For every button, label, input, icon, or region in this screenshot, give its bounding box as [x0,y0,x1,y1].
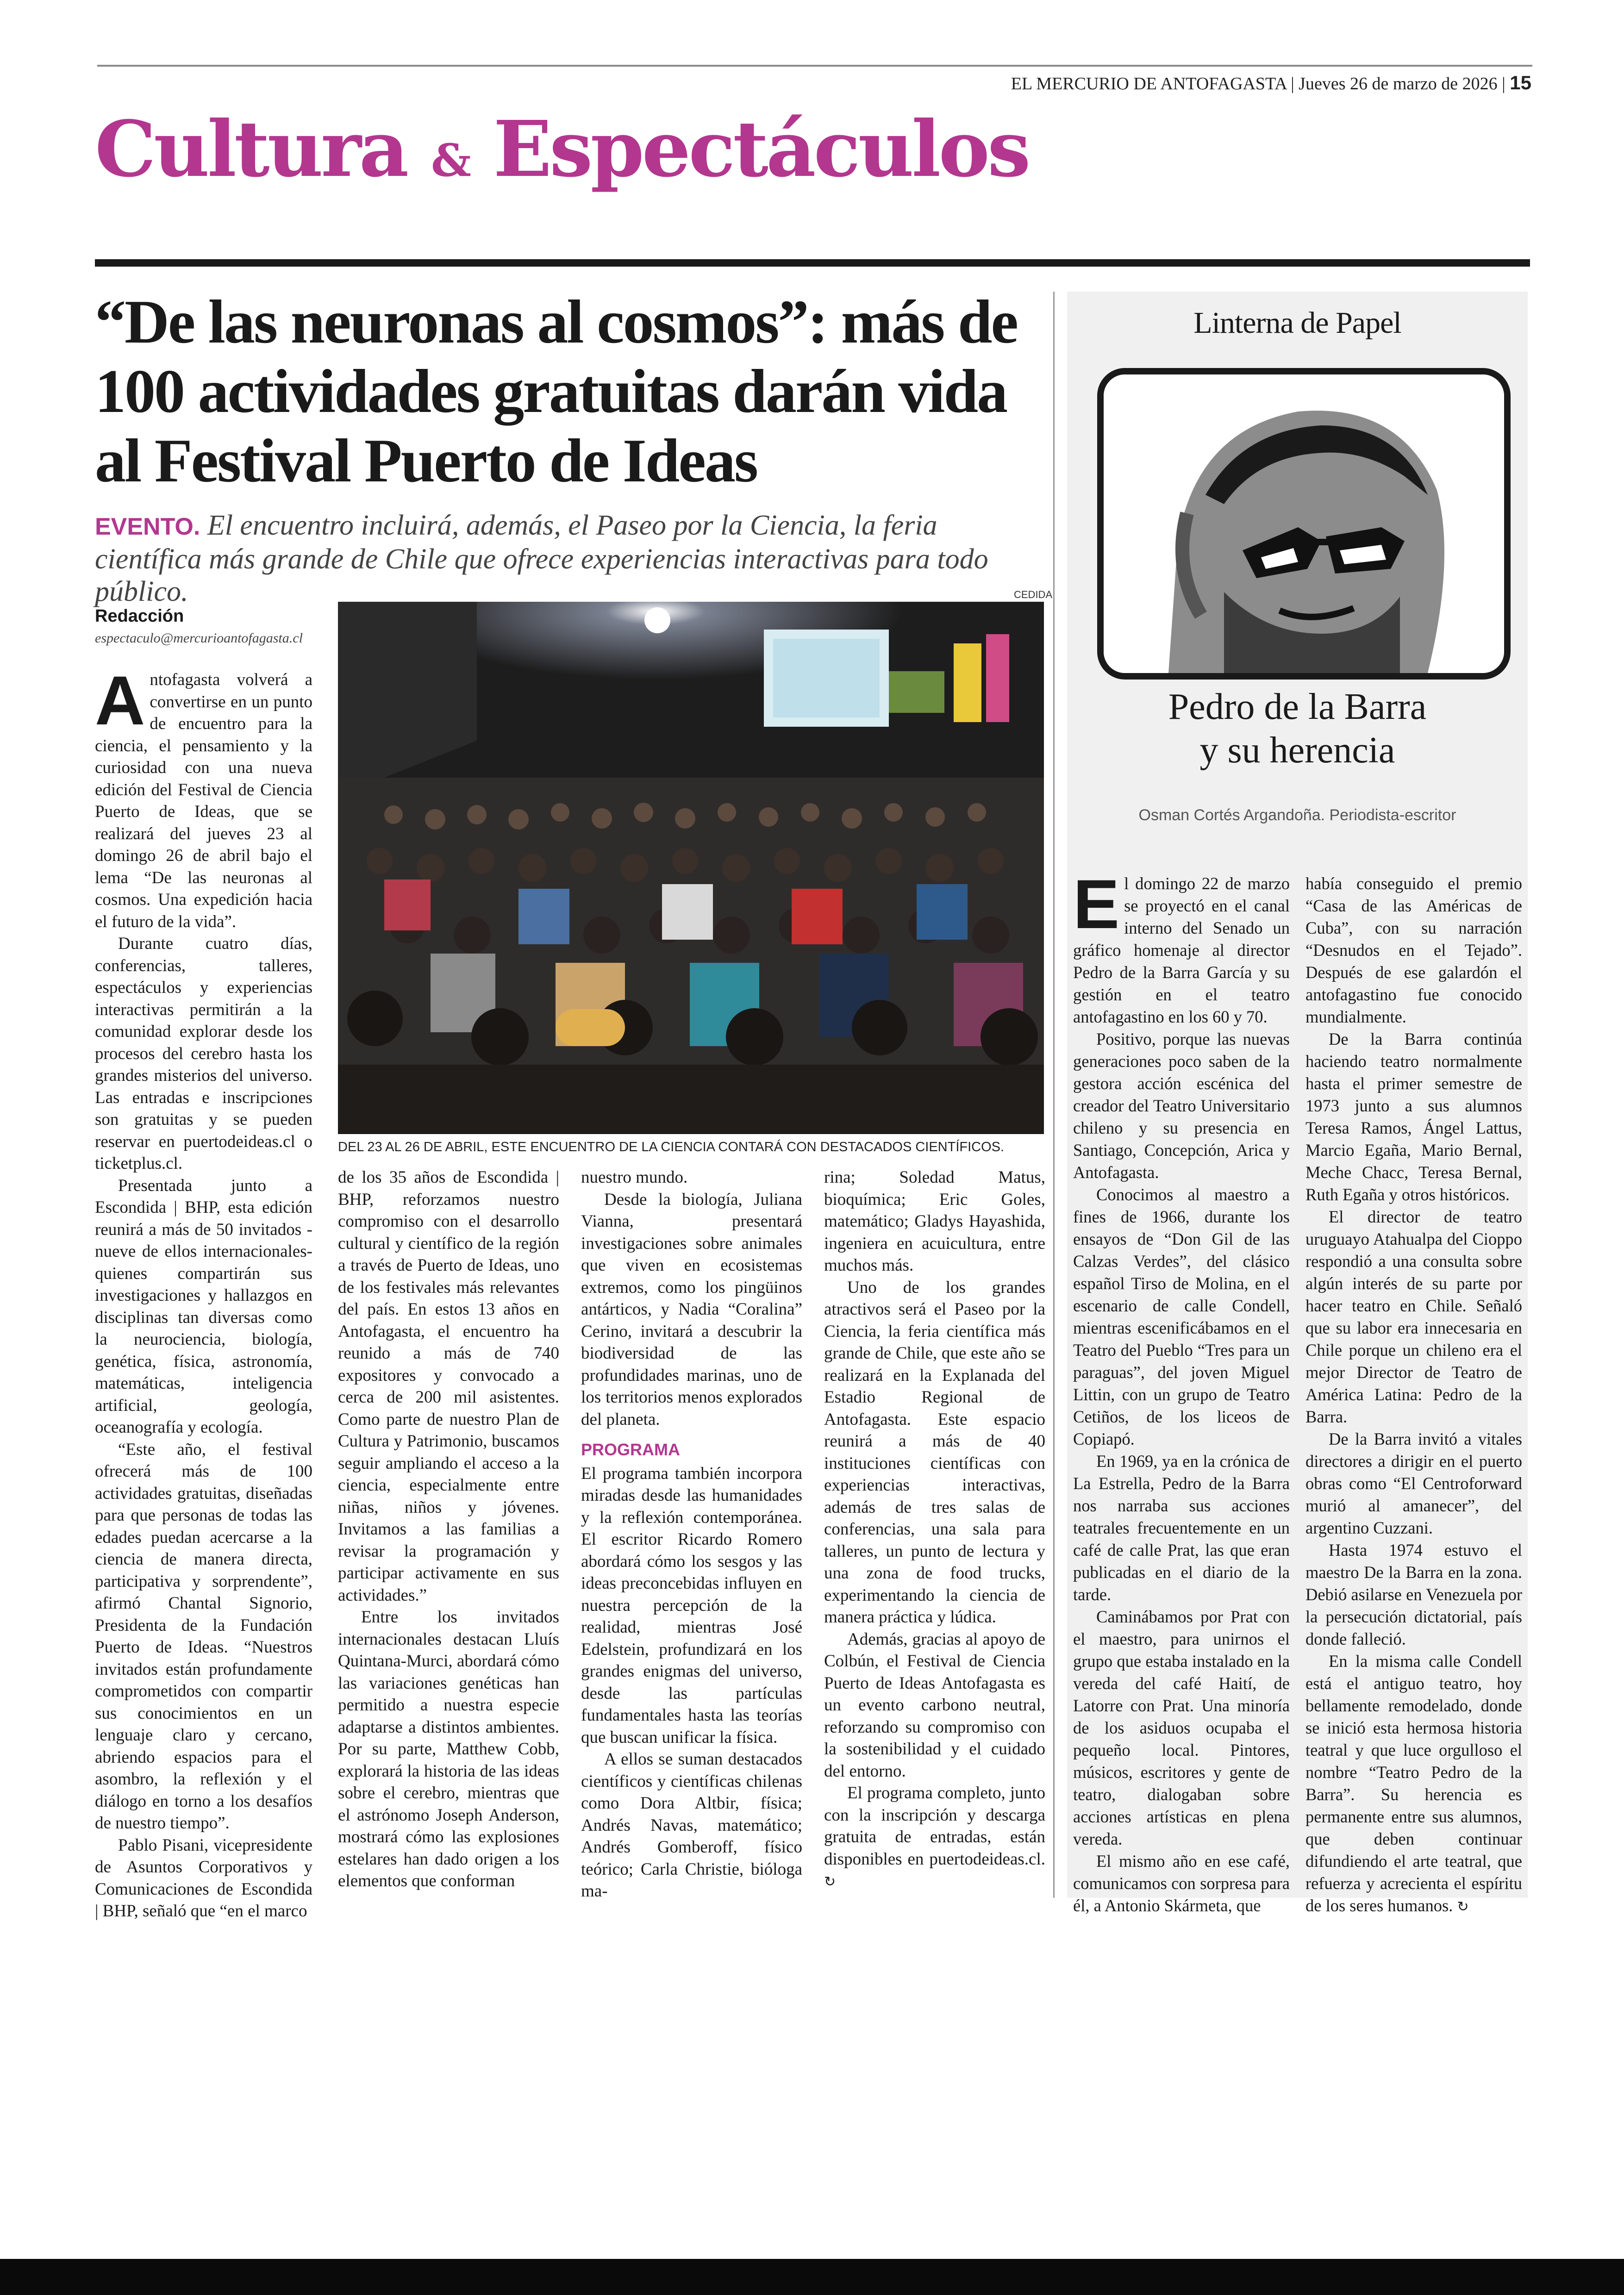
article-lead [95,509,1049,608]
end-mark-icon: ↻ [824,1874,836,1890]
paragraph: “Este año, el festival ofrecerá más de 100 actividades gratuitas, diseñadas para que personas de todas las edades puedan acercarse a la ciencia de manera directa, participativa y sorprendente”, afirmó Chantal Signorio, Presidenta de la Fundación Puerto de Ideas. “Nuestros invitados están profundamente comprometidos con compartir sus conocimientos en un lenguaje claro y cercano, abriendo espacios para el asombro, la reflexión y el diálogo en torno a los desafíos de nuestro tiempo”. [95,1440,312,1833]
page-number: 15 [1510,72,1531,94]
top-rule [97,65,1532,67]
photo-credit: CEDIDA [1014,589,1053,600]
section-title-word-2: Espectáculos [493,104,1029,194]
paragraph: Además, gracias al apoyo de Colbún, el Festival de Ciencia Puerto de Ideas Antofagasta es un evento carbono neutral, reforzando su compromiso con la sostenibilidad y el cuidado del entorno. [824,1629,1045,1781]
paragraph: De la Barra invitó a vitales directores a dirigir en el puerto obras como “El Centroforward murió al amanecer”, del argentino Cuzzani. [1305,1429,1522,1537]
audience-photo-illustration [338,602,1044,1134]
opinion-section-name: Linterna de Papel [1193,306,1401,340]
section-title-word-1: Cultura [95,104,407,194]
paragraph: Positivo, porque las nuevas generaciones poco saben de la gestora acción escénica del creador del Teatro Universitario chileno y su presencia en Santiago, Concepción, Arica y Antofagasta. [1073,1029,1290,1182]
article-column-3 [581,1166,802,1902]
opinion-author: Osman Cortés Argandoña. Periodista-escritor [1138,806,1456,824]
paragraph: nuestro mundo. [581,1168,688,1187]
drop-cap: E [1073,865,1120,943]
publication-name: EL MERCURIO DE ANTOFAGASTA [1011,74,1287,94]
paragraph: ntofagasta volverá a convertirse en un punto de encuentro para la ciencia, el pensamiento y la curiosidad con una nueva edición del Festival de Ciencia Puerto de Ideas, que se realizará del jueves 23 al domingo 26 de abril bajo el lema “De las neuronas al cosmos. Una expedición hacia el futuro de la vida”. [95,670,312,931]
paragraph: El mismo año en ese café, comunicamos con sorpresa para él, a Antonio Skármeta, que [1073,1852,1290,1915]
paragraph: A ellos se suman destacados científicos y científicas chilenas como Dora Altbir, física; Andrés Navas, matemático; Andrés Gomberoff, físico teórico; Carla Christie, bióloga ma- [581,1750,802,1901]
masthead: EL MERCURIO DE ANTOFAGASTA | Jueves 26 de marzo de 2026 | 15 [1011,72,1531,94]
paragraph: En 1969, ya en la crónica de La Estrella, Pedro de la Barra nos narraba sus acciones teatrales frecuentemente en un café de calle Prat, las que eran publicadas en el diario de la tarde. [1073,1452,1290,1604]
article-column-4 [824,1166,1045,1893]
paragraph: l domingo 22 de marzo se proyectó en el canal interno del Senado un gráfico homenaje al director Pedro de la Barra García y su gestión en el teatro antofagastino en los 60 y 70. [1073,874,1290,1026]
paragraph: rina; Soledad Matus, bioquímica; Eric Goles, matemático; Gladys Hayashida, ingeniera en acuicultura, entre muchos más. [824,1168,1045,1275]
paragraph: de los 35 años de Escondida | BHP, reforzamos nuestro compromiso con el desarrollo cultural y científico de la región a través de Puerto de Ideas, uno de los festivales más relevantes del país. En estos 13 años en Antofagasta, el encuentro ha reunido a más de 740 expositores y convocado a cerca de 200 mil asistentes. Como parte de nuestro Plan de Cultura y Patrimonio, buscamos seguir ampliando el acceso a la ciencia, especialmente entre niñas, niños y jóvenes. Invitamos a las familias a revisar la programación y participar activamente en sus actividades.” [338,1168,559,1605]
paragraph: Conocimos al maestro a fines de 1966, durante los ensayos de “Don Gil de las Calzas Verdes”, del clásico español Tirso de Molina, en el escenario de calle Condell, mientras escenificábamos en el Teatro del Pueblo “Tres para un paraguas”, del joven Miguel Littin, con un grupo de Teatro Cetiños, de los liceos de Copiapó. [1073,1185,1290,1448]
portrait-illustration-graphic [1104,374,1504,673]
paragraph: Entre los invitados internacionales destacan Lluís Quintana-Murci, abordará cómo las variaciones genéticas han permitido a nuestra especie adaptarse a distintos ambientes. Por su parte, Matthew Cobb, explorará la historia de las ideas sobre el cerebro, mientras que el astrónomo Joseph Anderson, mostrará cómo las explosiones estelares han dado origen a los elementos que conforman [338,1608,559,1890]
opinion-headline-line-2: y su herencia [1199,730,1395,771]
paragraph: El director de teatro uruguayo Atahualpa del Cioppo respondió a una consulta sobre algún interés de su parte por hacer teatro en Chile. Señaló que su labor era innecesaria en Chile porque un chileno era el mejor Director de Teatro de América Latina: Pedro de la Barra. [1305,1207,1522,1426]
byline: Redacción [95,606,184,626]
lead-text: El encuentro incluirá, además, el Paseo por la Ciencia, la feria científica más grande de Chile que ofrece experiencias interactivas para todo público. [95,510,988,607]
paragraph: De la Barra continúa haciendo teatro normalmente hasta el primer semestre de 1973 junto a sus alumnos Teresa Ramos, Ángel Lattus, Marcio Egaña, Mario Bernal, Meche Chacc, Teresa Bernal, Ruth Egaña y otros históricos. [1305,1029,1522,1204]
section-rule [95,259,1530,267]
paragraph: El programa completo, junto con la inscripción y descarga gratuita de entradas, están disponibles en puertodeideas.cl. [824,1784,1045,1869]
section-title-amp: & [431,134,469,187]
paragraph: Caminábamos por Prat con el maestro, para unirnos el grupo que estaba instalado en la vereda del café Haití, de Latorre con Prat. Una minoría de los asiduos ocupaba el pequeño local. Pintores, músicos, escritores y gente de teatro, dialogaban sobre acciones artísticas en plena vereda. [1073,1607,1290,1848]
opinion-column-1 [1073,865,1290,1917]
column-divider [1053,292,1055,1898]
section-title [95,104,1029,194]
paragraph: En la misma calle Condell está el antiguo teatro, hoy bellamente remodelado, donde se inició esta hermosa historia teatral y que luce orgulloso el nombre “Teatro Pedro de la Barra”. Su herencia es permanente entre sus alumnos, que deben continuar difundiendo el arte teatral, que refuerza y acrecienta el espíritu de los seres humanos. [1305,1652,1522,1915]
bottom-bar [0,2259,1624,2295]
article-column-2 [338,1166,559,1892]
opinion-headline-line-1: Pedro de la Barra [1168,686,1427,727]
subhead-programa: PROGRAMA [581,1440,680,1459]
opinion-headline [1067,685,1528,772]
portrait-illustration [1097,368,1511,680]
paragraph: Presentada junto a Escondida | BHP, esta edición reunirá a más de 50 invitados -nueve de ellos internacionales- quienes compartirán sus investigaciones y hallazgos en disciplinas tan diversas como la neurociencia, biología, genética, física, astronomía, matemáticas, inteligencia artificial, geología, oceanografía y ecología. [95,1176,312,1437]
opinion-column-2 [1305,873,1522,1918]
paragraph: Hasta 1974 estuvo el maestro De la Barra en la zona. Debió asilarse en Venezuela por la persecución dictatorial, país donde falleció. [1305,1540,1522,1648]
paragraph: Uno de los grandes atractivos será el Paseo por la Ciencia, la feria científica más grande de Chile, que este año se realizará en la Explanada del Estadio Regional de Antofagasta. Este espacio reunirá a más de 40 instituciones científicas con experiencias interactivas, además de tres salas de conferencias, una sala para talleres, un punto de lectura y una zona de food trucks, experimentando la ciencia de manera práctica y lúdica. [824,1278,1045,1627]
paragraph: Durante cuatro días, conferencias, talleres, espectáculos y experiencias interactivas permitirán a la comunidad explorar desde los procesos del cerebro hasta los grandes misterios del universo. Las entradas e inscripciones son gratuitas y se pueden reservar en puertodeideas.cl o ticketplus.cl. [95,934,312,1173]
author-email[interactable]: espectaculo@mercurioantofagasta.cl [95,630,303,646]
article-column-1 [95,661,312,1922]
paragraph: había conseguido el premio “Casa de las Américas de Cuba”, con su narración “Desnudos en el Tejado”. Después de ese galardón el antofagastino fue conocido mundialmente. [1305,874,1522,1026]
photo-caption: DEL 23 AL 26 DE ABRIL, ESTE ENCUENTRO DE LA CIENCIA CONTARÁ CON DESTACADOS CIENTÍFICOS. [338,1140,1005,1154]
paragraph: Desde la biología, Juliana Vianna, presentará investigaciones sobre animales que viven en ecosistemas extremos, como los pingüinos antárticos, y Nadia “Coralina” Cerino, invitará a descubrir la biodiversidad de las profundidades marinas, uno de los territorios menos explorados del planeta. [581,1190,802,1429]
end-mark-icon: ↻ [1457,1899,1469,1915]
audience-photo [338,602,1044,1134]
article-headline: “De las neuronas al cosmos”: más de 100 actividades gratuitas darán vida al Festival Puerto de Ideas [95,287,1017,495]
paragraph: El programa también incorpora miradas desde las humanidades y la reflexión contemporánea. El escritor Ricardo Romero abordará cómo los sesgos y las ideas preconcebidas influyen en nuestra percepción de la realidad, mientras José Edelstein, profundizará en los grandes enigmas del universo, desde las partículas fundamentales hasta las teorías que buscan unificar la física. [581,1464,802,1747]
lead-label: EVENTO. [95,513,200,540]
paragraph: Pablo Pisani, vicepresidente de Asuntos Corporativos y Comunicaciones de Escondida | BHP, señaló que “en el marco [95,1835,312,1921]
issue-date: Jueves 26 de marzo de 2026 [1299,74,1498,94]
drop-cap: A [95,661,145,739]
